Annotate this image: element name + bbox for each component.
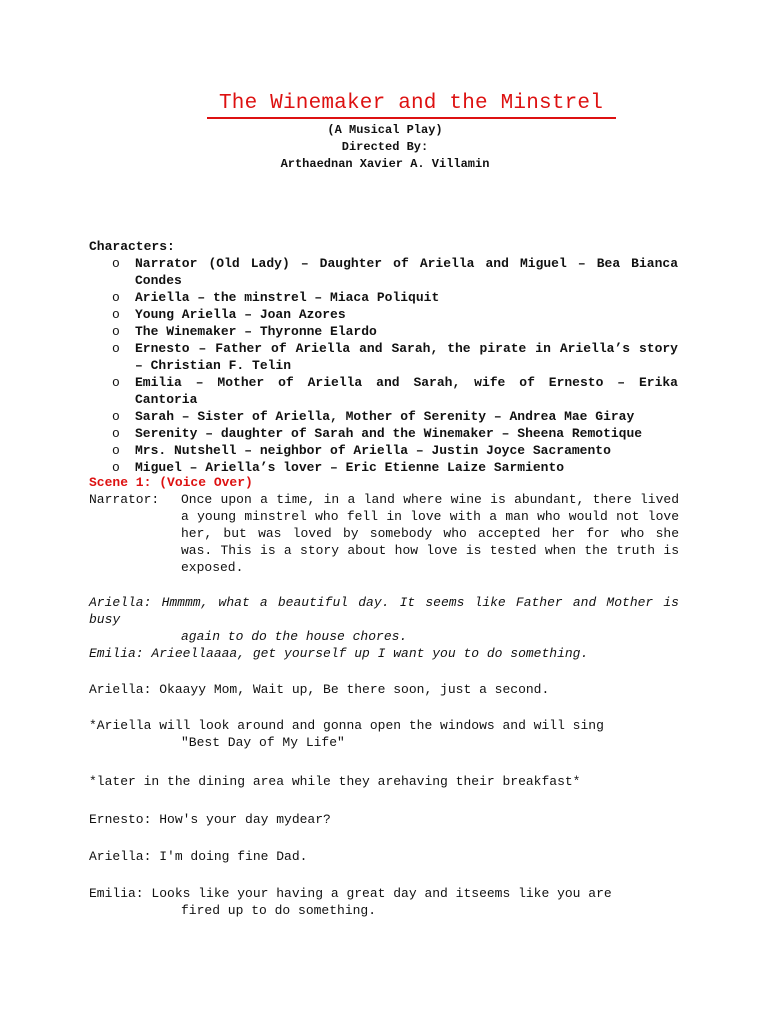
- page-title: The Winemaker and the Minstrel: [218, 92, 604, 115]
- scene-heading: Scene 1: (Voice Over): [89, 475, 253, 490]
- bullet-marker: o: [112, 443, 120, 458]
- character-item: o Sarah – Sister of Ariella, Mother of Serenity – Andrea Mae Giray: [112, 409, 635, 424]
- dialogue-line: Ariella: I'm doing fine Dad.: [89, 849, 308, 864]
- bullet-marker: o: [112, 409, 120, 424]
- dialogue-line: Emilia: Looks like your having a great day and itseems like you are fired up to do something.: [89, 886, 612, 918]
- subtitle: (A Musical Play): [327, 123, 443, 137]
- title-underline: [207, 117, 616, 119]
- character-item: o The Winemaker – Thyronne Elardo: [112, 324, 377, 339]
- characters-list: [112, 255, 678, 476]
- bullet-marker: o: [112, 426, 120, 441]
- bullet-marker: o: [112, 460, 120, 475]
- speaker-label: Narrator:: [89, 492, 160, 507]
- character-item: o Ernesto – Father of Ariella and Sarah, the pirate in Ariella’s story – Christian F. Telin: [112, 341, 678, 373]
- bullet-marker: o: [112, 324, 120, 339]
- stage-direction: *later in the dining area while they arehaving their breakfast*: [89, 774, 581, 789]
- character-item: o Miguel – Ariella’s lover – Eric Etienne Laize Sarmiento: [112, 460, 565, 475]
- character-item: o Ariella – the minstrel – Miaca Poliquit: [112, 290, 440, 305]
- bullet-marker: o: [112, 256, 120, 271]
- narrator-block: [89, 491, 679, 576]
- narrator-text: Once upon a time, in a land where wine is abundant, there lived a young minstrel who fell in love with a man who would not love her, but was loved by somebody who accepted her for who she was. This is a story about how love is tested when the truth is exposed.: [181, 492, 679, 575]
- character-item: o Narrator (Old Lady) – Daughter of Ariella and Miguel – Bea Bianca Condes: [112, 256, 678, 288]
- dialogue-line: Ariella: Okaayy Mom, Wait up, Be there soon, just a second.: [89, 682, 550, 697]
- director-name: Arthaednan Xavier A. Villamin: [280, 157, 490, 171]
- stage-direction: *Ariella will look around and gonna open the windows and will sing "Best Day of My Life": [89, 718, 604, 750]
- character-item: o Mrs. Nutshell – neighbor of Ariella – Justin Joyce Sacramento: [112, 443, 611, 458]
- dialogue-line: Ernesto: How's your day mydear?: [89, 812, 331, 827]
- bullet-marker: o: [112, 307, 120, 322]
- character-item: o Emilia – Mother of Ariella and Sarah, wife of Ernesto – Erika Cantoria: [112, 375, 678, 407]
- bullet-marker: o: [112, 290, 120, 305]
- characters-heading: Characters:: [89, 239, 175, 254]
- bullet-marker: o: [112, 375, 120, 390]
- directed-by-label: Directed By:: [341, 140, 429, 154]
- bullet-marker: o: [112, 341, 120, 356]
- character-item: o Serenity – daughter of Sarah and the Winemaker – Sheena Remotique: [112, 426, 643, 441]
- dialogue-line: Ariella: Hmmmm, what a beautiful day. It seems like Father and Mother is busy again to do the house chores.: [89, 595, 679, 644]
- dialogue-line: Emilia: Arieellaaaa, get yourself up I want you to do something.: [89, 646, 589, 661]
- character-item: o Young Ariella – Joan Azores: [112, 307, 346, 322]
